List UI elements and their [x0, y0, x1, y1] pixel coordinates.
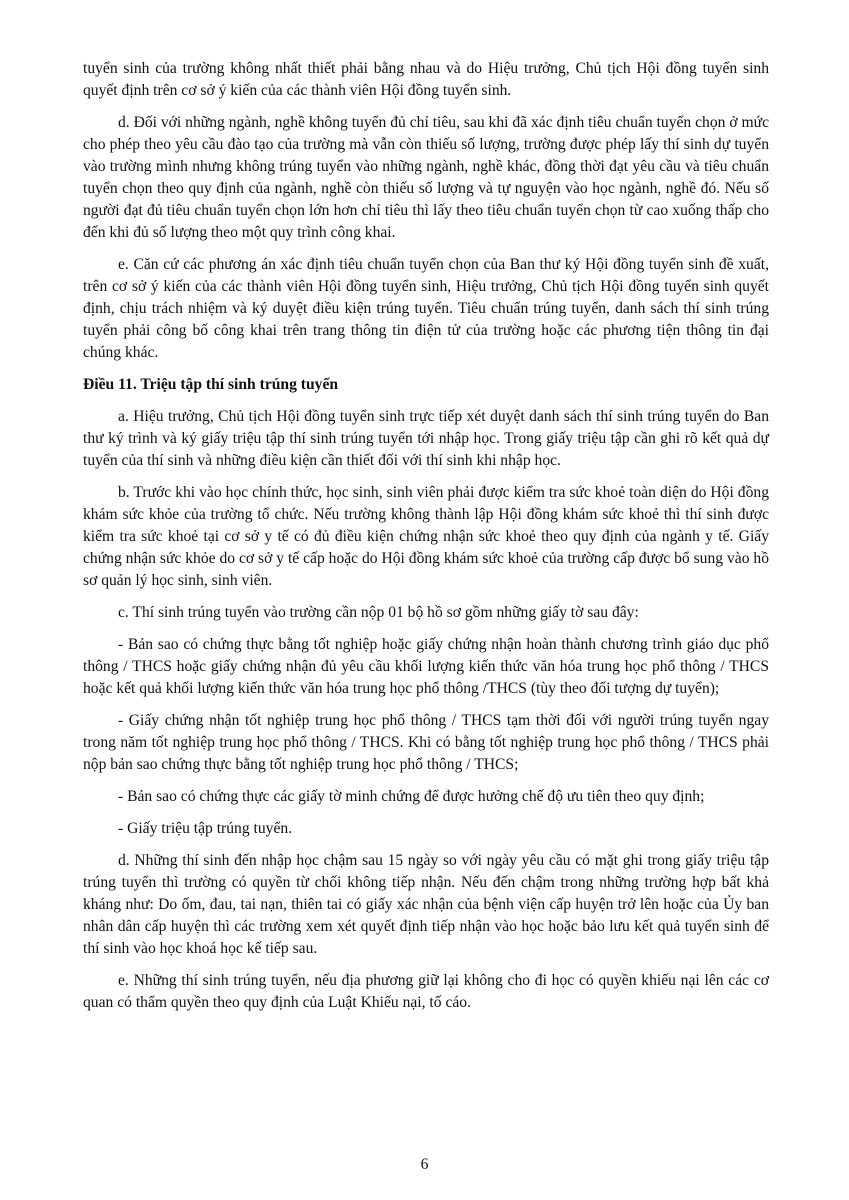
- paragraph-c-documents: c. Thí sinh trúng tuyển vào trường cần nộp 01 bộ hồ sơ gồm những giấy tờ sau đây:: [118, 604, 639, 621]
- list-item: - Giấy triệu tập trúng tuyển.: [118, 820, 293, 837]
- paragraph-continuation: tuyển sinh của trường không nhất thiết phải bằng nhau và do Hiệu trưởng, Chủ tịch Hội đồng tuyển sinh quyết định trên cơ sở ý kiến của các thành viên Hội đồng tuyển sinh.: [83, 60, 769, 99]
- paragraph-e-complaint: e. Những thí sinh trúng tuyển, nếu địa phương giữ lại không cho đi học có quyền khiếu nại lên các cơ quan có thẩm quyền theo quy định của Luật Khiếu nại, tố cáo.: [83, 972, 769, 1011]
- article-11-heading: Điều 11. Triệu tập thí sinh trúng tuyển: [83, 376, 339, 393]
- page-number: 6: [420, 1156, 429, 1173]
- paragraph-e-criteria: e. Căn cứ các phương án xác định tiêu chuẩn tuyển chọn của Ban thư ký Hội đồng tuyển sinh đề xuất, trên cơ sở ý kiến của các thành viên Hội đồng tuyển sinh, Hiệu trưởng, Chủ tịch Hội đồng tuyển sinh quyết định, chịu trách nhiệm và ký duyệt điều kiện trúng tuyển. Tiêu chuẩn trúng tuyển, danh sách thí sinh trúng tuyển phải công bố công khai trên trang thông tin điện tử của trường hoặc các phương tiện thông tin đại chúng khác.: [83, 256, 769, 361]
- paragraph-d-late-arrival: d. Những thí sinh đến nhập học chậm sau 15 ngày so với ngày yêu cầu có mặt ghi trong giấy triệu tập trúng tuyển thì trường có quyền từ chối không tiếp nhận. Nếu đến chậm trong những trường hợp bất khả kháng như: Do ốm, đau, tai nạn, thiên tai có giấy xác nhận của bệnh viện cấp huyện trở lên hoặc của Ủy ban nhân dân cấp huyện thì các trường xem xét quyết định tiếp nhận vào học hoặc bảo lưu kết quả tuyển sinh để thí sinh vào học khoá học kế tiếp sau.: [83, 852, 769, 957]
- list-item: - Bản sao có chứng thực bằng tốt nghiệp hoặc giấy chứng nhận hoàn thành chương trình giáo dục phổ thông / THCS hoặc giấy chứng nhận đủ yêu cầu khối lượng kiến thức văn hóa trung học phổ thông / THCS hoặc kết quả khối lượng kiến thức văn hóa trung học phổ thông /THCS (tùy theo đối tượng dự tuyển);: [83, 636, 769, 697]
- list-item: - Giấy chứng nhận tốt nghiệp trung học phổ thông / THCS tạm thời đối với người trúng tuyển ngay trong năm tốt nghiệp trung học phổ thông / THCS. Khi có bằng tốt nghiệp trung học phổ thông / THCS phải nộp bản sao chứng thực bằng tốt nghiệp trung học phổ thông / THCS;: [83, 712, 769, 773]
- paragraph-a-summons: a. Hiệu trưởng, Chủ tịch Hội đồng tuyển sinh trực tiếp xét duyệt danh sách thí sinh trúng tuyển do Ban thư ký trình và ký giấy triệu tập thí sinh trúng tuyển tới nhập học. Trong giấy triệu tập cần ghi rõ kết quả dự tuyển của thí sinh và những điều kiện cần thiết đối với thí sinh khi nhập học.: [83, 408, 769, 469]
- list-item: - Bản sao có chứng thực các giấy tờ minh chứng để được hưởng chế độ ưu tiên theo quy định;: [118, 788, 705, 805]
- paragraph-d-quota: d. Đối với những ngành, nghề không tuyển đủ chỉ tiêu, sau khi đã xác định tiêu chuẩn tuyển chọn ở mức cho phép theo yêu cầu đào tạo của trường mà vẫn còn thiếu số lượng, trường được phép lấy thí sinh dự tuyển vào trường mình nhưng không trúng tuyển vào những ngành, nghề khác, đồng thời đạt yêu cầu và tiêu chuẩn tuyển chọn theo quy định của ngành, nghề còn thiếu số lượng và tự nguyện vào học ngành, nghề đó. Nếu số người đạt đủ tiêu chuẩn tuyển chọn lớn hơn chỉ tiêu thì lấy theo tiêu chuẩn tuyển chọn từ cao xuống thấp cho đến khi đủ số lượng theo một quy trình công khai.: [83, 114, 769, 241]
- page-body: [83, 58, 769, 1024]
- paragraph-b-health-check: b. Trước khi vào học chính thức, học sinh, sinh viên phải được kiểm tra sức khoẻ toàn diện do Hội đồng khám sức khỏe của trường tổ chức. Nếu trường không thành lập Hội đồng khám sức khoẻ thì thí sinh được kiểm tra sức khoẻ tại cơ sở y tế có đủ điều kiện chứng nhận sức khoẻ theo quy định của ngành y tế. Giấy chứng nhận sức khỏe do cơ sở y tế cấp hoặc do Hội đồng khám sức khoẻ của trường cấp được bổ sung vào hồ sơ quản lý học sinh, sinh viên.: [83, 484, 769, 589]
